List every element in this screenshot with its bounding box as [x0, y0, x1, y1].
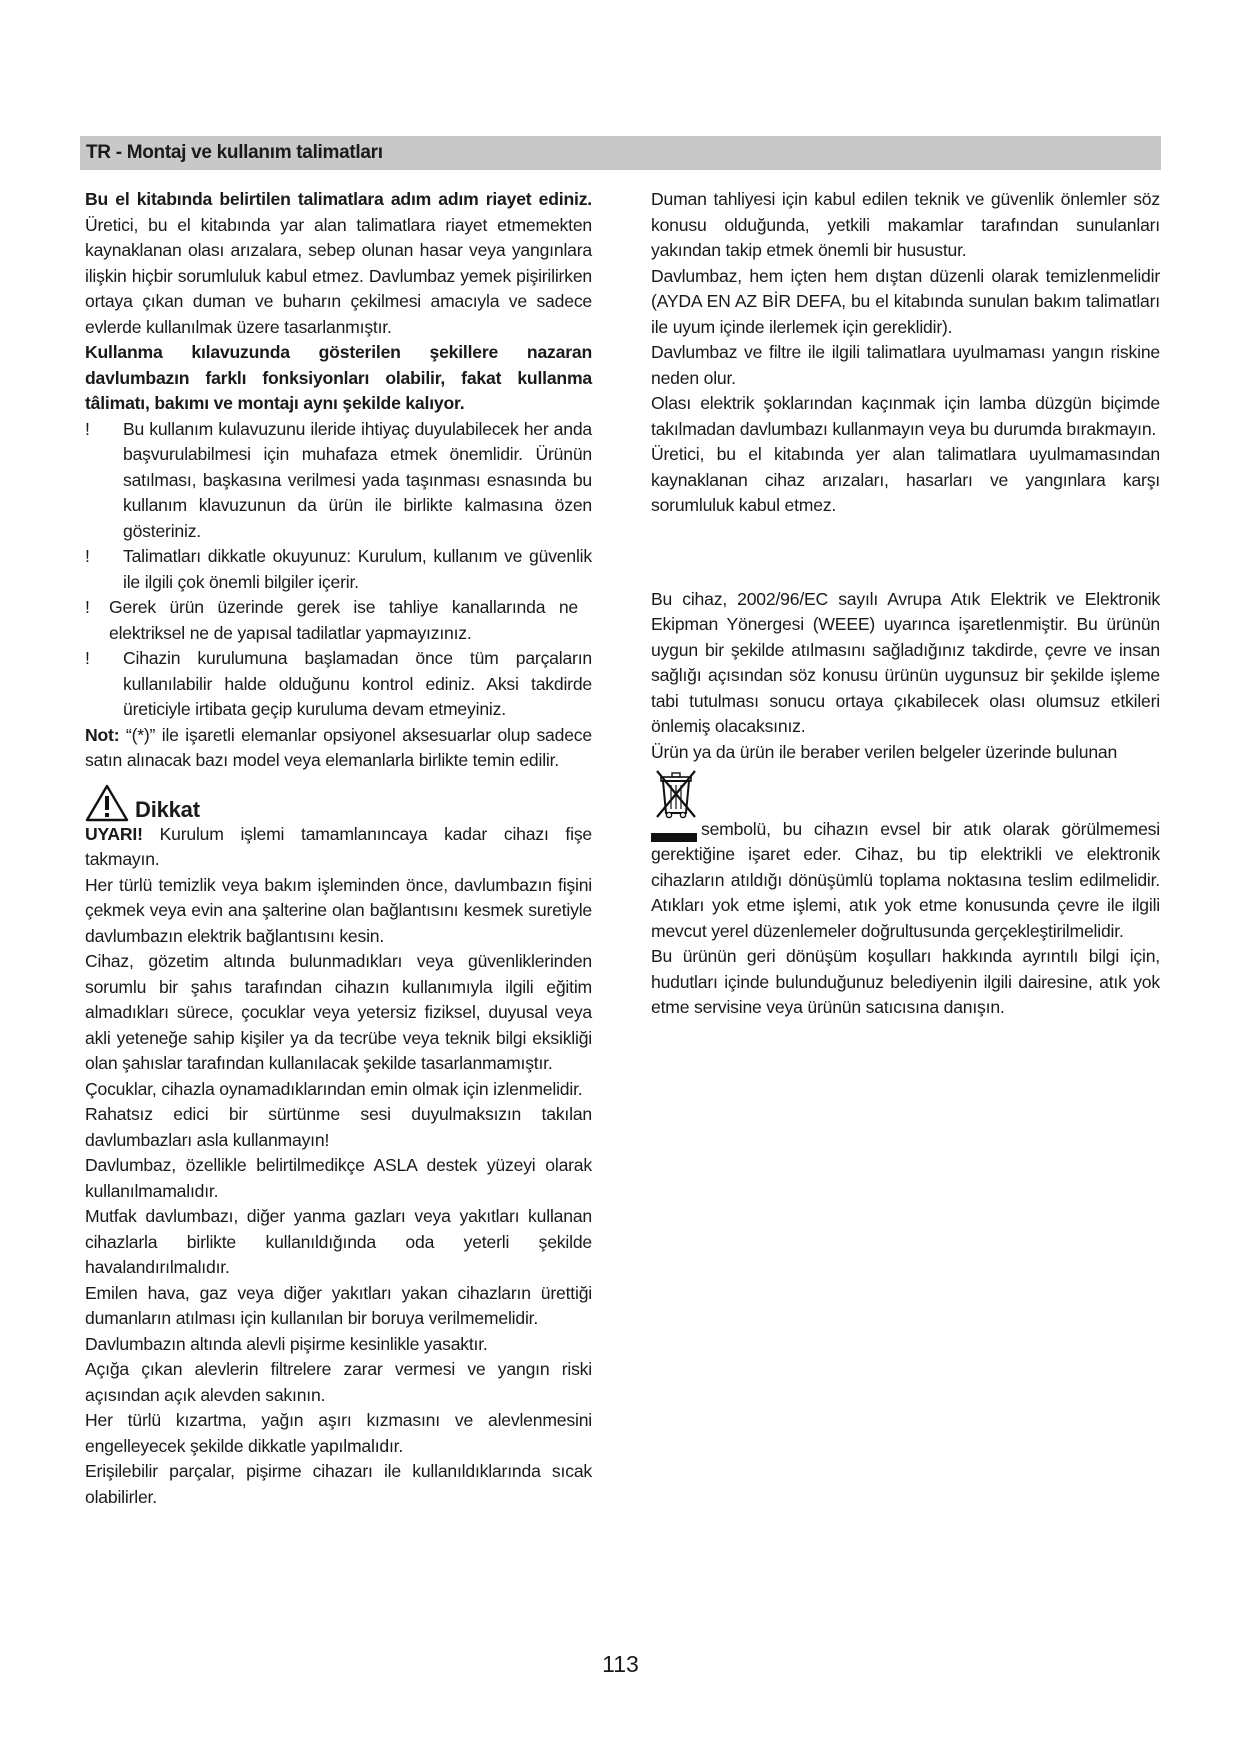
- bullet-item: [85, 417, 592, 545]
- safety-paragraph: Her türlü temizlik veya bakım işleminden önce, davlumbazın fişini çekmek veya evin ana şalterine olan bağlantısını kesmek suretiyle davlumbazın elektrik bağlantısını kesin.: [85, 874, 592, 946]
- safety-paragraph: Erişilebilir parçalar, pişirme cihazarı ile kullanıldıklarında sıcak olabilirler.: [85, 1461, 592, 1507]
- caution-heading: [85, 780, 592, 822]
- bullet-item: [85, 544, 592, 595]
- safety-paragraph: Cihaz, gözetim altında bulunmadıkları veya güvenliklerinden sorumlu bir şahıs tarafından cihazın kullanımıyla ilgili eğitim almadıkları sürece, çocuklar veya yetersiz fiziksel, duyusal veya akli yeteneğe sahip kişiler ya da tecrübe veya teknik bilgi eksikliği olan şahıslar tarafından kullanılacak şekilde tasarlanmamıştır.: [85, 951, 592, 1073]
- page-number: 113: [602, 1651, 639, 1677]
- caution-label: Dikkat: [135, 796, 200, 822]
- safety-paragraph: Mutfak davlumbazı, diğer yanma gazları veya yakıtları kullanan cihazlarla birlikte kullanıldığında oda yeterli şekilde havalandırılmalıdır.: [85, 1206, 592, 1277]
- bullet-mark: !: [85, 546, 90, 566]
- info-paragraph: Davlumbaz, hem içten hem dıştan düzenli olarak temizlenmelidir (AYDA EN AZ BİR DEFA, bu el kitabında sunulan bakım talimatları ile uyum içinde ilerlemek için gereklidir).: [651, 265, 1160, 337]
- warning-label: UYARI!: [85, 823, 143, 844]
- bullet-text: Cihazin kurulumuna başlamadan önce tüm parçaların kullanılabilir halde olduğunu kontrol ediniz. Aksi takdirde üreticiyle irtibata geçip kuruluma devam etmeyiniz.: [123, 648, 592, 719]
- safety-paragraph: Her türlü kızartma, yağın aşırı kızmasını ve alevlenmesini engelleyecek şekilde dikkatle yapılmalıdır.: [85, 1410, 592, 1456]
- intro-rest: Üretici, bu el kitabında yar alan talimatlara riayet etmemekten kaynaklanan olası arızalara, sebep olunan hasar veya yangınlara ilişkin hiçbir sorumluluk kabul etmez. Davlumbaz yemek pişirilirken ortaya çıkan duman ve buharın çekilmesi amacıyla ve sadece evlerde kullanılmak üzere tasarlanmıştır.: [85, 214, 592, 337]
- weee-intro: Ürün ya da ürün ile beraber verilen belgeler üzerinde bulunan: [651, 741, 1118, 762]
- section-title: TR - Montaj ve kullanım talimatları: [86, 142, 383, 163]
- warning-text: Kurulum işlemi tamamlanıncaya kadar cihazı fişe takmayın.: [85, 823, 592, 869]
- left-column: [85, 187, 592, 1510]
- bold-notice: Kullanma kılavuzunda gösterilen şekillere nazaran davlumbazın farklı fonksiyonları olabilir, fakat kullanma tâlimatı, bakımı ve montajı aynı şekilde kalıyor.: [85, 342, 592, 413]
- safety-paragraph: Davlumbazın altında alevli pişirme kesinlikle yasaktır.: [85, 1333, 488, 1354]
- weee-paragraph: Bu cihaz, 2002/96/EC sayılı Avrupa Atık Elektrik ve Elektronik Ekipman Yönergesi (WEEE) uyarınca işaretlenmiştir. Bu ürünün uygun bir şekilde atılmasını sağladığınız takdirde, çevre ve insan sağlığı açısından söz konusu ürünün uygunsuz bir şekilde işleme tabi tutulması sonucu ortaya çıkabilecek olası olumsuz etkileri önlemiş olacaksınız.: [651, 588, 1160, 736]
- safety-paragraph: Emilen hava, gaz veya diğer yakıtları yakan cihazların ürettiği dumanların atılması için kullanılan bir boruya verilmemelidir.: [85, 1282, 592, 1328]
- bullet-mark: !: [85, 648, 90, 668]
- bullet-item: [85, 595, 592, 646]
- note-paragraph: [85, 723, 592, 774]
- bullet-text: Talimatları dikkatle okuyunuz: Kurulum, kullanım ve güvenlik ile ilgili çok önemli bilgiler içerir.: [123, 546, 592, 592]
- column-spacer: [651, 519, 1160, 587]
- note-text: “(*)” ile işaretli elemanlar opsiyonel aksesuarlar olup sadece satın alınacak bazı model veya elemanlarla birlikte temin edilir.: [85, 724, 592, 770]
- safety-paragraph: Çocuklar, cihazla oynamadıklarından emin olmak için izlenmelidir.: [85, 1078, 583, 1099]
- bullet-text: Gerek ürün üzerinde gerek ise tahliye kanallarında ne elektriksel ne de yapısal tadilatlar yapmayızınız.: [109, 597, 578, 643]
- bullet-item: [85, 646, 592, 723]
- warning-triangle-icon: [85, 784, 129, 822]
- safety-paragraph: Rahatsız edici bir sürtünme sesi duyulmaksızın takılan davlumbazları asla kullanmayın!: [85, 1104, 592, 1150]
- info-paragraph: Davlumbaz ve filtre ile ilgili talimatlara uyulmaması yangın riskine neden olur.: [651, 342, 1160, 388]
- info-paragraph: Üretici, bu el kitabında yer alan talimatlara uyulmamasından kaynaklanan cihaz arızaları, hasarları ve yangınlara karşı sorumluluk kabul etmez.: [651, 444, 1160, 515]
- safety-paragraph: Açığa çıkan alevlerin filtrelere zarar vermesi ve yangın riski açısından açık alevden sakının.: [85, 1359, 592, 1405]
- weee-symbol-text: sembolü, bu cihazın evsel bir atık olarak görülmemesi gerektiğine işaret eder. Cihaz, bu tip elektrikli ve elektronik cihazların atıldığı dönüşümlü toplama noktasına teslim edilmelidir. Atıkları yok etme işlemi, atık yok etme konusunda çevre ile ilgili mevcut yerel düzenlemeler doğrultusunda gerçekleştirilmelidir.: [651, 818, 1160, 941]
- intro-paragraph: [85, 187, 592, 340]
- section-header-bar: [80, 136, 1161, 170]
- right-column: [651, 187, 1160, 1021]
- note-label: Not:: [85, 724, 120, 745]
- recycle-paragraph: Bu ürünün geri dönüşüm koşulları hakkında ayrıntılı bilgi için, hudutları içinde bulunduğunuz belediyenin ilgili dairesine, atık yok etme servisine veya ürünün satıcısına danışın.: [651, 946, 1160, 1017]
- bullet-mark: !: [85, 597, 90, 617]
- safety-paragraph: Davlumbaz, özellikle belirtilmedikçe ASLA destek yüzeyi olarak kullanılmamalıdır.: [85, 1155, 592, 1201]
- bullet-mark: !: [85, 418, 90, 439]
- warning-paragraph: [85, 822, 592, 873]
- bullet-text: Bu kullanım kulavuzunu ileride ihtiyaç duyulabilecek her anda başvurulabilmesi için muhafaza etmek önemlidir. Ürünün satılması, başkasına verilmesi yada taşınması esnasında bu kullanım klavuzunun da ürün ile birlikte kalmasına özen gösteriniz.: [123, 418, 592, 541]
- info-paragraph: Duman tahliyesi için kabul edilen teknik ve güvenlik önlemler söz konusu olduğunda, yetkili makamlar tarafından sunulanları yakından takip etmek önemli bir husustur.: [651, 189, 1160, 260]
- info-paragraph: Olası elektrik şoklarından kaçınmak için lamba düzgün biçimde takılmadan davlumbazı kullanmayın veya bu durumda bırakmayın.: [651, 393, 1160, 439]
- weee-bar-icon: [651, 833, 697, 842]
- intro-bold: Bu el kitabında belirtilen talimatlara adım adım riayet ediniz.: [85, 189, 592, 209]
